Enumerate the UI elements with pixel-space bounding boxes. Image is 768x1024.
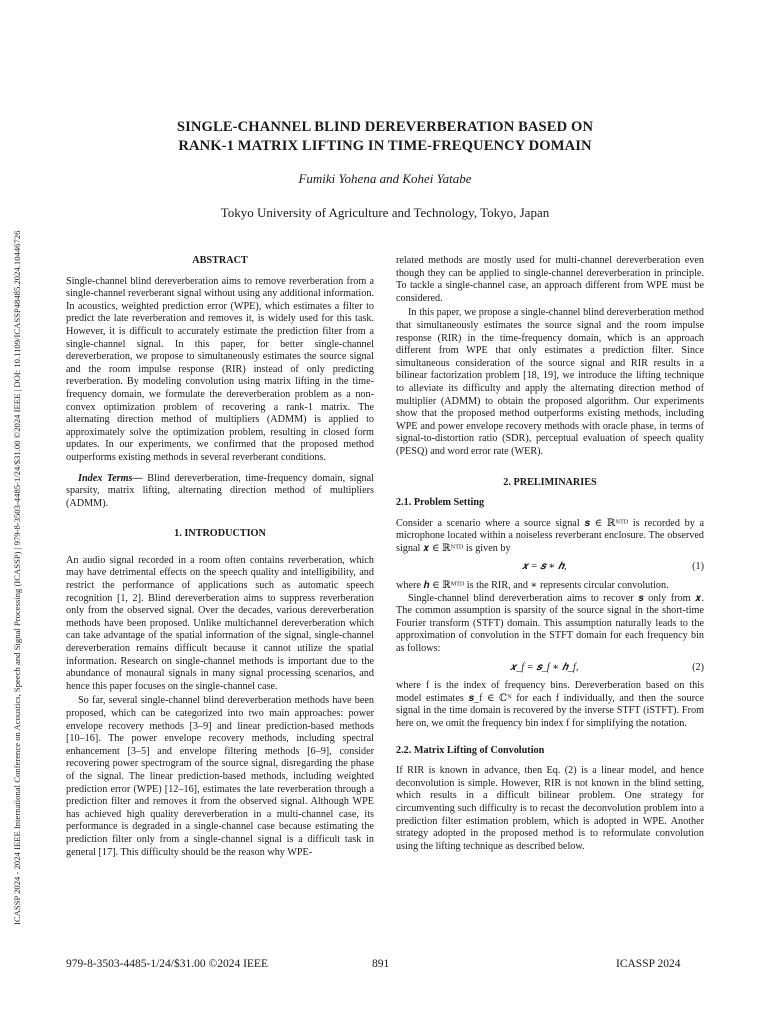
intro-paragraph-3: related methods are mostly used for multi-channel dereverberation even though they can be applied to single-channel dereverberation in principle. To tackle a single-channel case, an approach different from WPE must be considered. — [396, 255, 704, 304]
index-terms — [66, 473, 374, 511]
intro-paragraph-2: So far, several single-channel blind dereverberation methods have been proposed, which can be categorized into two main approaches: power envelope recovery methods [3–9] and linear prediction-based methods [10–16]. The power envelope recovery methods, including spectral enhancement [3–5] and envelope filtering methods [6–9], consider recovering power spectrogram of the source signal, disregarding the phase of the signal. The linear prediction-based methods, including weighted prediction error (WPE) [12–16], estimates the late reverberation through a prediction filter and removes it from the observed signal. Although WPE has achieved high quality dereverberation in a multi-channel case, its performance is degraded in a single-channel case because estimating the prediction filter only from a single-channel signal is a difficult task in general [17]. This difficulty should be the reason why WPE- — [66, 695, 374, 858]
subsection-problem-setting: 2.1. Problem Setting — [396, 497, 485, 509]
footer-copyright: 979-8-3503-4485-1/24/$31.00 ©2024 IEEE — [66, 958, 268, 970]
abstract-body: Single-channel blind dereverberation aims to remove reverberation from a single-channel reverberant signal without using any additional information. In acoustics, weighted prediction error (WPE), which estimates a filter to predict the late reverberation and removes it, is widely used for this task. However, it is difficult to accurately estimate the prediction filter from a single-channel signal. In this paper, for better single-channel dereverberation, we propose to simultaneously estimates the source signal and the room impulse response (RIR) instead of only predicting reverberation. By modeling convolution using matrix lifting in the time-frequency domain, we formulate the dereverberation problem as a non-convex optimization problem of recovering a rank-1 matrix. The alternating direction method of multipliers (ADMM) is applied to approximately solve the optimization problem, resulting in closed form updates. In our experiments, we confirmed that the proposed method outperforms existing methods in several reverberant conditions. — [66, 275, 374, 463]
doi-sidebar — [12, 95, 24, 925]
abstract-heading: ABSTRACT — [192, 255, 248, 266]
authors: Fumiki Yohena and Kohei Yatabe — [298, 171, 472, 186]
prelim-paragraph-1: Consider a scenario where a source signal 𝒔 ∈ ℝᴺᵀᴰ is recorded by a microphone located within a noiseless reverberant enclosure. The observed signal 𝒙 ∈ ℝᴺᵀᴰ is given by — [396, 517, 704, 554]
prelim-paragraph-5: If RIR is known in advance, then Eq. (2) is a linear model, and hence deconvolution is simple. However, RIR is not known in the blind setting, which results in a difficult bilinear problem. One strategy for circumventing such difficulty is to recast the deconvolution problem into a prediction filter estimation problem, which is adopted in WPE. Another strategy adopted in the proposed method is to reformulate convolution using the lifting technique as described below. — [396, 765, 704, 852]
footer-conference: ICASSP 2024 — [616, 958, 681, 970]
index-terms-text: Blind dereverberation, time-frequency domain, signal sparsity, matrix lifting, alternating direction method of multipliers (ADMM). — [66, 472, 374, 509]
right-column — [396, 255, 704, 853]
left-column — [66, 255, 374, 859]
prelim-heading: 2. PRELIMINARIES — [503, 476, 597, 488]
equation-2-number: (2) — [692, 661, 704, 673]
page-number: 891 — [372, 958, 390, 970]
title-line-1: SINGLE-CHANNEL BLIND DEREVERBERATION BASED ON — [176, 119, 594, 135]
equation-2 — [396, 662, 704, 675]
intro-heading: 1. INTRODUCTION — [174, 528, 266, 540]
title-line-2: RANK-1 MATRIX LIFTING IN TIME-FREQUENCY DOMAIN — [178, 138, 592, 154]
equation-1-number: (1) — [692, 561, 704, 573]
equation-1-body: 𝒙 = 𝒔 ∗ 𝒉, — [521, 561, 567, 573]
paper-title — [90, 118, 680, 156]
equation-2-body: 𝒙_f = 𝒔_f ∗ 𝒉_f, — [509, 661, 579, 673]
subsection-matrix-lifting: 2.2. Matrix Lifting of Convolution — [396, 744, 545, 756]
prelim-paragraph-3: Single-channel blind dereverberation aims to recover 𝒔 only from 𝒙. The common assumption is sparsity of the source signal in the short-time Fourier transform (STFT) domain. This assumption naturally leads to the approximation of convolution in the STFT domain for each frequency bin as follows: — [396, 592, 704, 655]
equation-1 — [396, 561, 704, 574]
prelim-paragraph-4: where f is the index of frequency bins. Dereverberation based on this model estimates 𝒔_f ∈ ℂᴺ for each f individually, and then the source signal in the time domain is recovered by the inverse STFT (iSTFT). From here on, we omit the frequency bin index f for simplifying the notation. — [396, 680, 704, 729]
prelim-paragraph-2: where 𝒉 ∈ ℝᴹᵀᴰ is the RIR, and ∗ represents circular convolution. — [396, 580, 669, 592]
affiliation: Tokyo University of Agriculture and Technology, Tokyo, Japan — [220, 205, 550, 220]
index-terms-label: Index Terms— — [78, 472, 143, 484]
intro-paragraph-4: In this paper, we propose a single-channel blind dereverberation method that simultaneously estimates the source signal and the room impulse response (RIR) in the time-frequency domain, which is an approach different from WPE that only estimates a prediction filter. Since simultaneous consideration of the source signal and RIR results in a bilinear factorization problem [18, 19], we introduce the lifting technique to alleviate its difficulty and apply the alternating direction method of multiplier (ADMM) to obtain the proposed algorithm. Our experiments show that the proposed method outperforms existing methods, including WPE and power envelope recovery methods with oracle phase, in terms of signal-to-distortion ratio (SDR), perceptual evaluation of speech quality (PESQ) and word error rate (WER). — [396, 307, 704, 457]
intro-paragraph-1: An audio signal recorded in a room often contains reverberation, which may have detrimental effects on the speech quality and intelligibility, and restrict the performance of applications such as automatic speech recognition [1, 2]. Blind dereverberation aims to suppress reverberation only from the observed signal. Over the decades, various dereverberation methods have been proposed. Unlike multichannel dereverberation which can take advantage of the spatial information of the signal, single-channel dereverberation remains difficult because it cannot utilize the spatial information. Research on single-channel methods is important due to the abundance of monaural signals in many signal processing scenarios, and hence this paper focuses on the single-channel case. — [66, 554, 374, 692]
sidebar-text: ICASSP 2024 - 2024 IEEE International Conference on Acoustics, Speech and Signal Processing (ICASSP) | 979-8-3503-4485-1/24/$31.00 ©2024 IEEE | DOI: 10.1109/ICASSP48485.2024.10446726 — [12, 230, 22, 925]
